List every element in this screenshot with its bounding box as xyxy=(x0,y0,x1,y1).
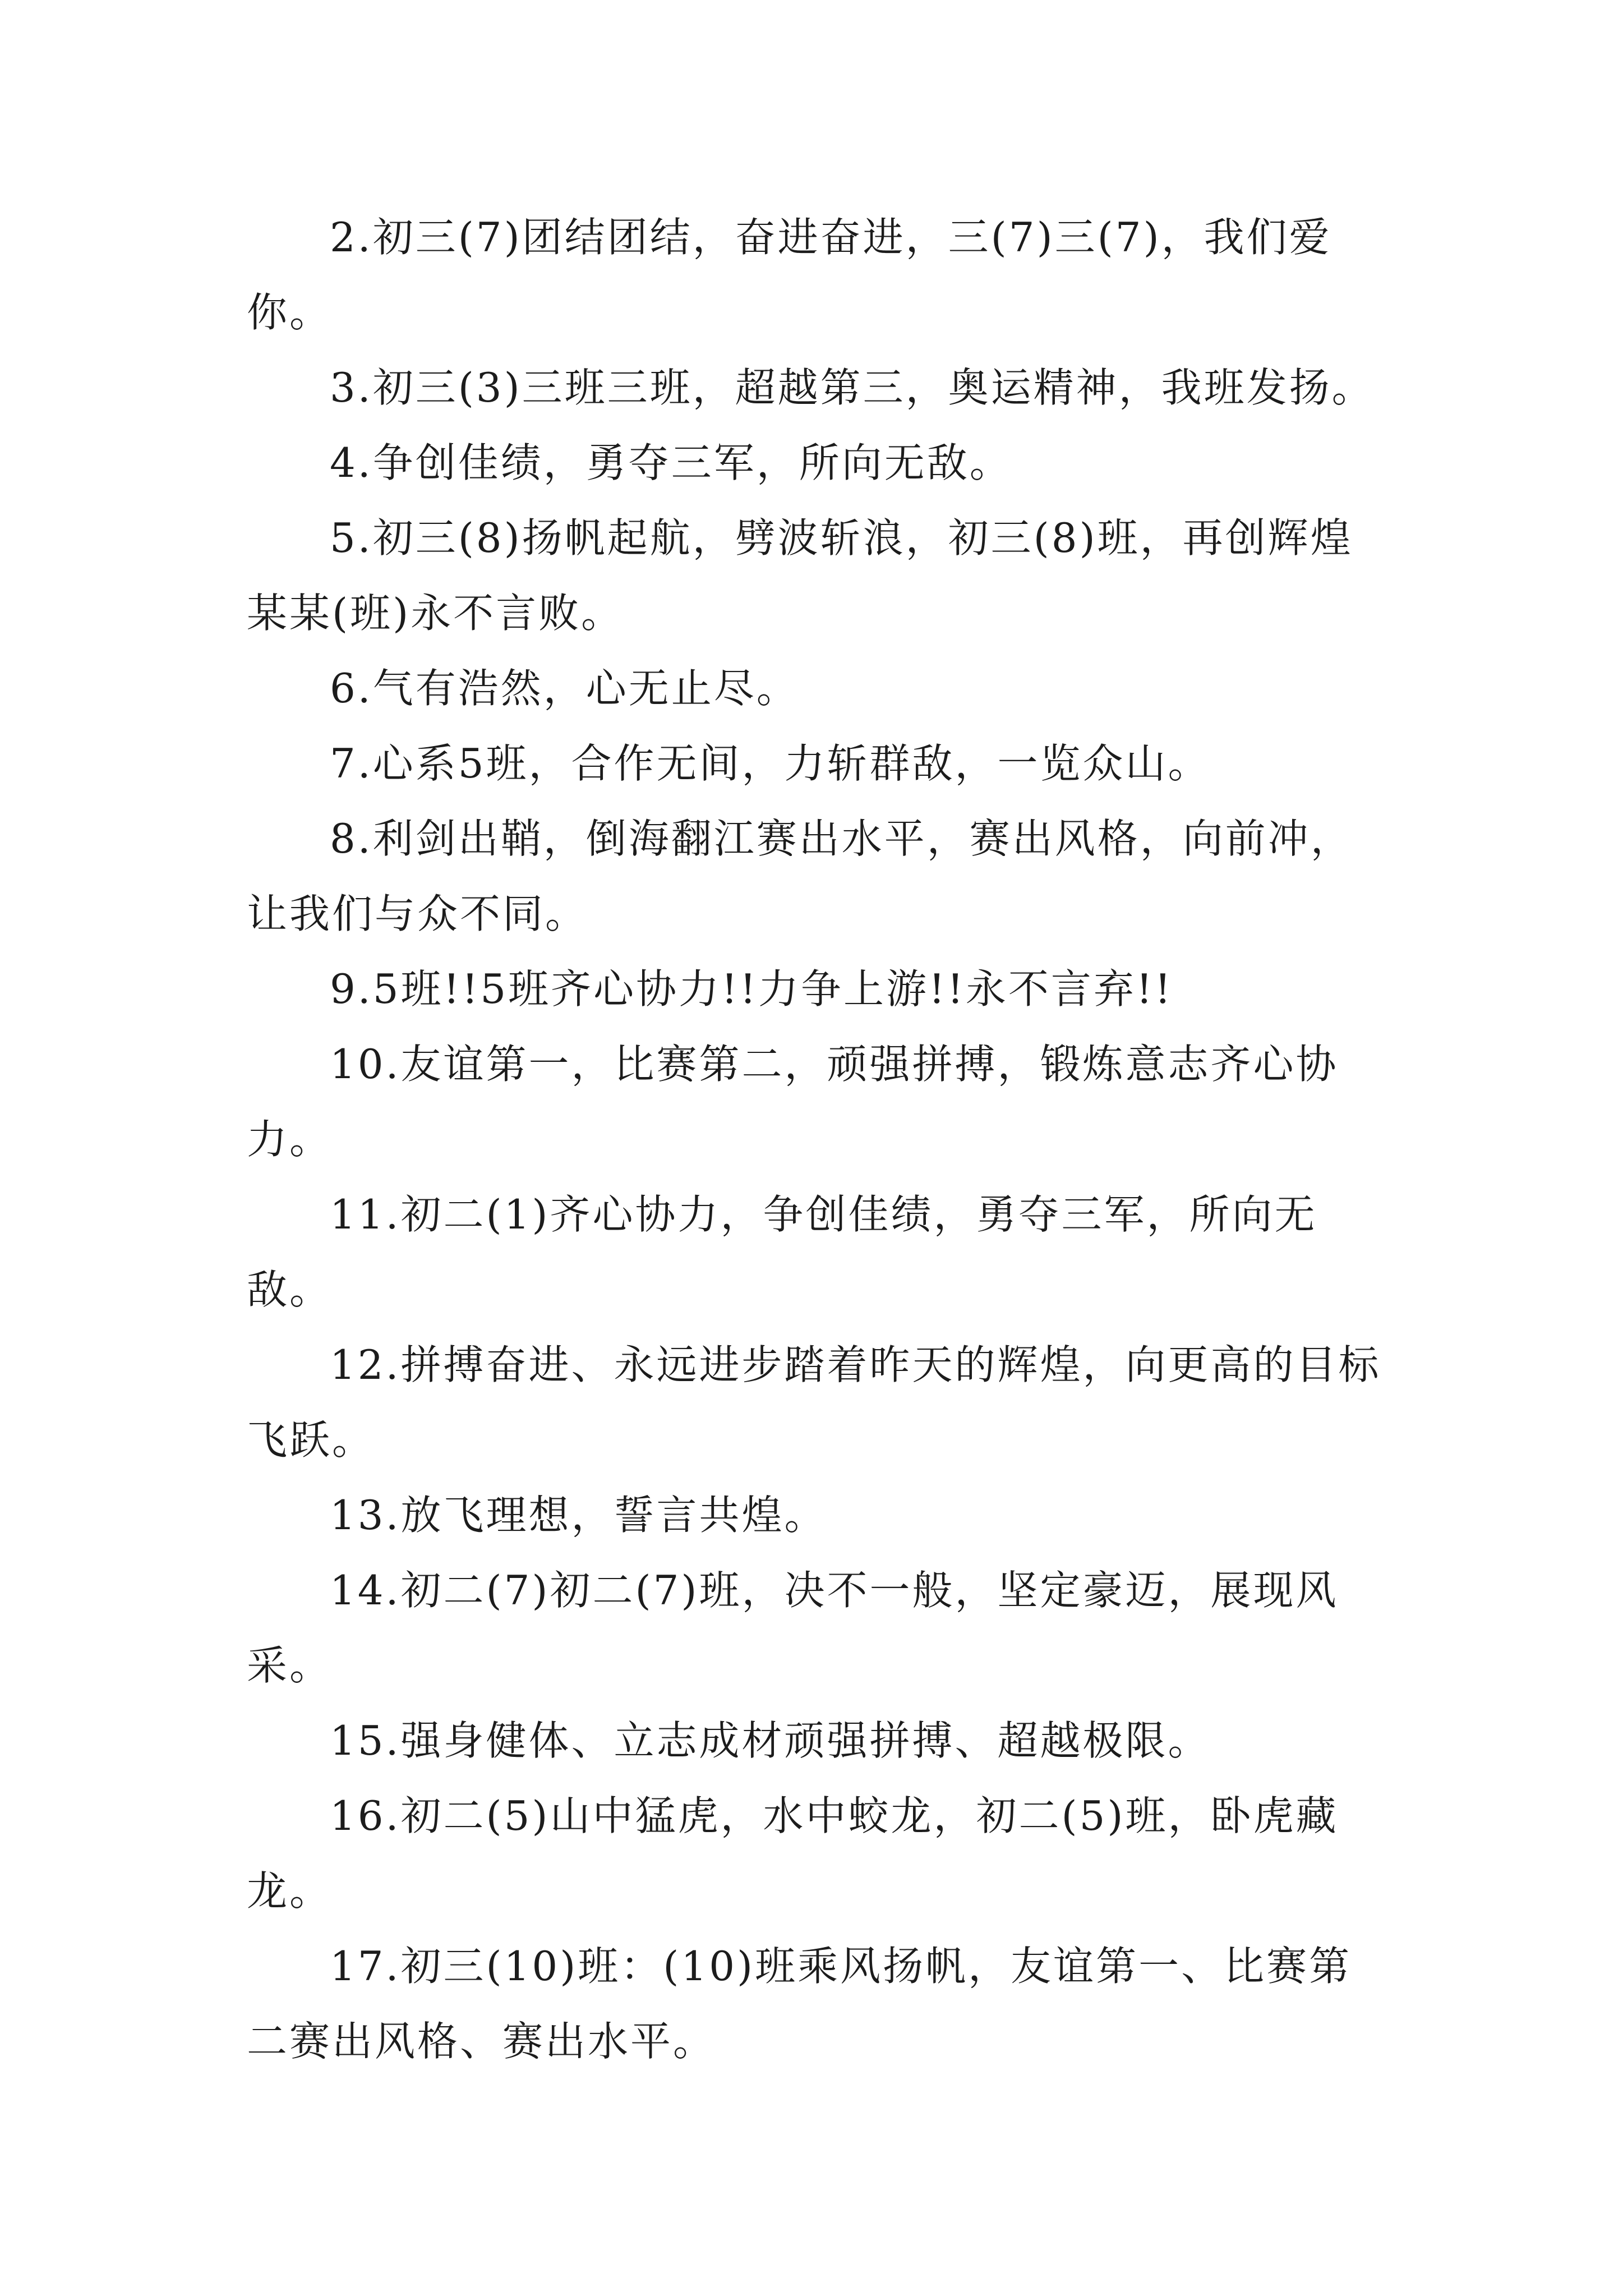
slogan-paragraph: 12.拼搏奋进、永远进步踏着昨天的辉煌，向更高的目标飞跃。 xyxy=(247,1341,1381,1464)
slogan-paragraph: 15.强身健体、立志成材顽强拼搏、超越极限。 xyxy=(330,1717,1211,1764)
slogan-list xyxy=(247,200,1385,2079)
slogan-paragraph: 13.放飞理想，誓言共煌。 xyxy=(330,1492,827,1539)
slogan-paragraph: 10.友谊第一，比赛第二，顽强拼搏，锻炼意志齐心协力。 xyxy=(247,1041,1339,1163)
slogan-paragraph: 14.初二(7)初二(7)班，决不一般，坚定豪迈，展现风采。 xyxy=(247,1567,1339,1689)
slogan-paragraph: 4.争创佳绩，勇夺三军，所向无敌。 xyxy=(330,439,1012,486)
slogan-paragraph: 2.初三(7)团结团结，奋进奋进，三(7)三(7)，我们爱你。 xyxy=(247,214,1332,336)
slogan-paragraph: 5.初三(8)扬帆起航，劈波斩浪，初三(8)班，再创辉煌某某(班)永不言败。 xyxy=(247,514,1353,637)
slogan-paragraph: 6.气有浩然，心无止尽。 xyxy=(330,665,799,712)
slogan-paragraph: 11.初二(1)齐心协力，争创佳绩，勇夺三军，所向无敌。 xyxy=(247,1191,1317,1313)
slogan-paragraph: 7.心系5班，合作无间，力斩群敌，一览众山。 xyxy=(330,740,1211,787)
slogan-paragraph: 16.初二(5)山中猛虎，水中蛟龙，初二(5)班，卧虎藏龙。 xyxy=(247,1792,1339,1915)
slogan-paragraph: 9.5班!!5班齐心协力!!力争上游!!永不言弃!! xyxy=(330,965,1173,1013)
slogan-paragraph: 8.利剑出鞘，倒海翻江赛出水平，赛出风格，向前冲，让我们与众不同。 xyxy=(247,815,1353,937)
slogan-paragraph: 3.初三(3)三班三班，超越第三，奥运精神，我班发扬。 xyxy=(330,364,1375,411)
slogan-paragraph: 17.初三(10)班：(10)班乘风扬帆，友谊第一、比赛第二赛出风格、赛出水平。 xyxy=(247,1943,1352,2065)
